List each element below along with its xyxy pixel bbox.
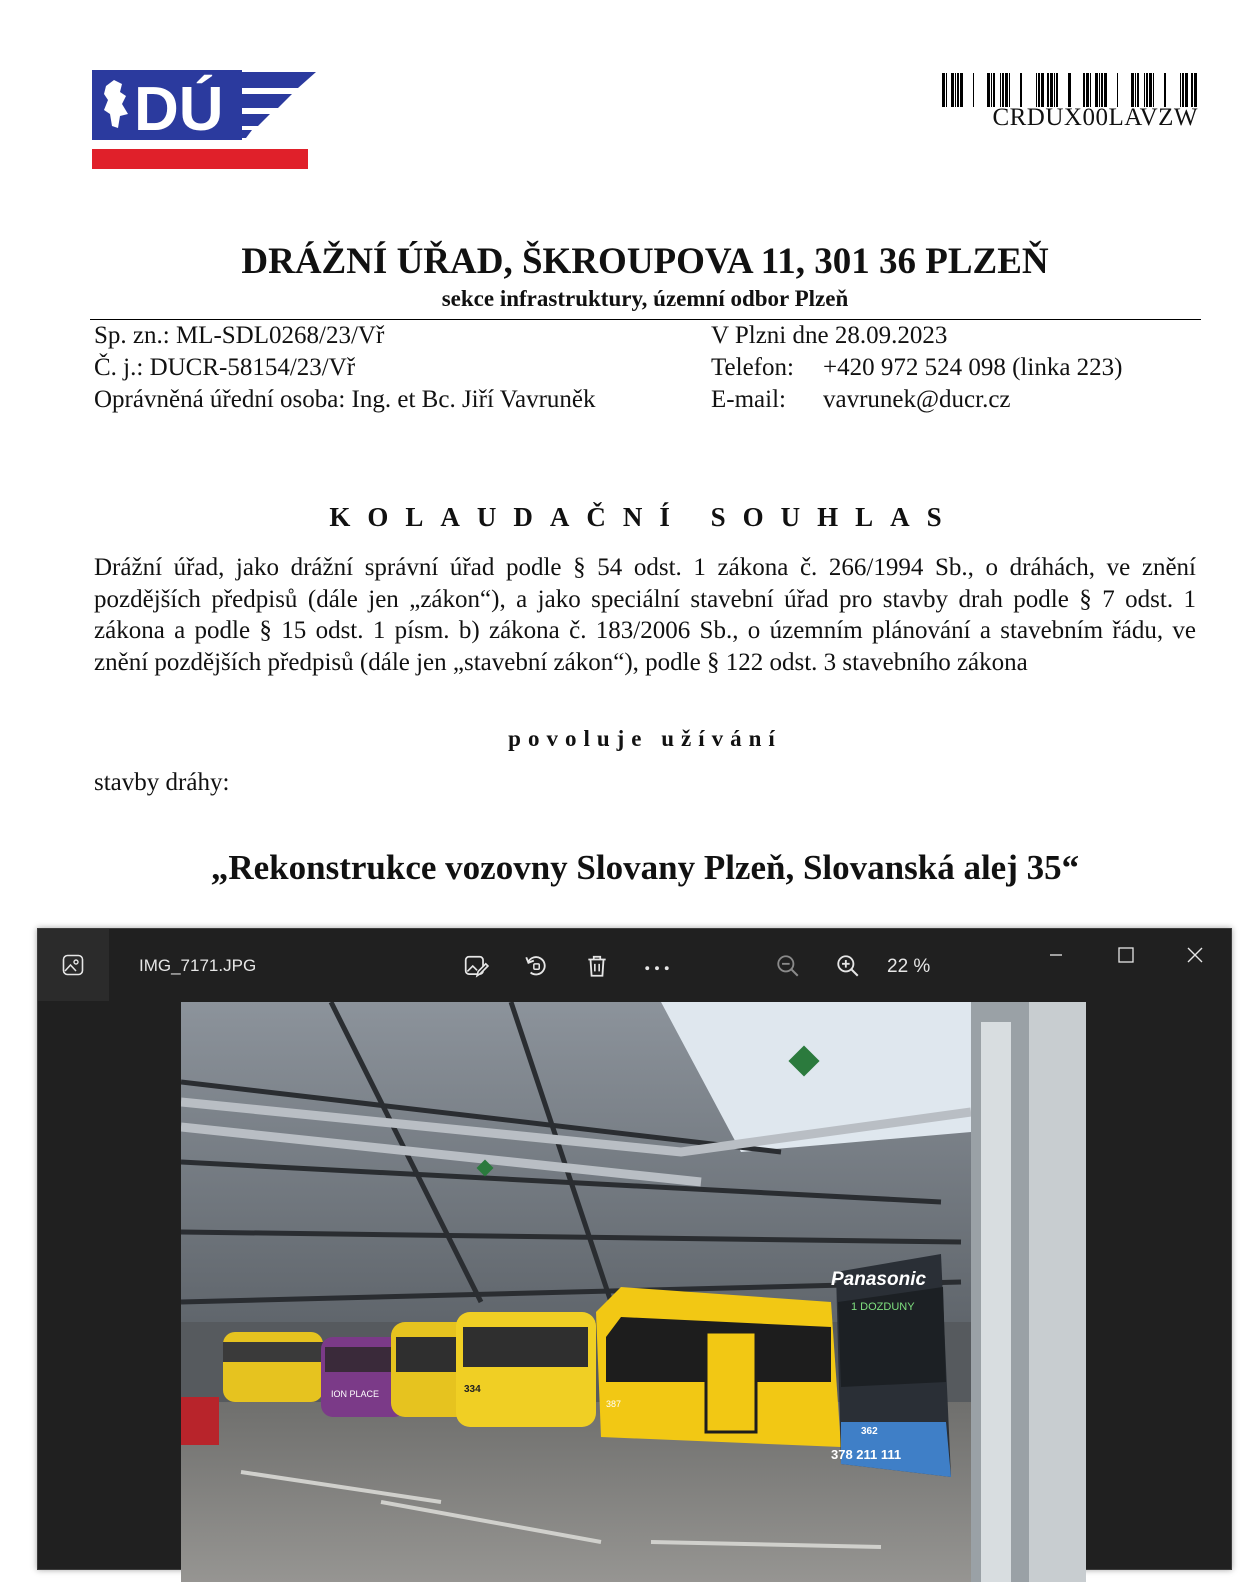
logo-text: DÚ <box>134 75 224 144</box>
tram-number-334: 334 <box>464 1384 481 1395</box>
email-value[interactable]: vavrunek@ducr.cz <box>823 386 1011 413</box>
barcode-bar <box>1137 73 1139 107</box>
app-icon-area[interactable] <box>38 929 109 1001</box>
office-title: DRÁŽNÍ ÚŘAD, ŠKROUPOVA 11, 301 36 PLZEŇ <box>241 241 1049 282</box>
barcode-bar <box>1038 73 1040 107</box>
barcode-bar <box>1005 73 1008 107</box>
tram-window <box>223 1342 323 1362</box>
barcode-bar <box>987 73 990 107</box>
barcode-bar <box>973 73 974 107</box>
barcode-bar <box>960 73 963 107</box>
barcode-bar <box>1135 73 1136 107</box>
ducr-logo <box>92 70 318 170</box>
barcode-bar <box>942 73 945 107</box>
phone-row <box>711 352 1123 384</box>
object-intro: stavby dráhy: <box>94 769 230 796</box>
door-glass <box>1029 1002 1086 1582</box>
barcode-bar <box>1036 73 1037 107</box>
document-heading: KOLAUDAČNÍ SOUHLAS <box>329 502 959 532</box>
maximize-icon[interactable] <box>1105 945 1145 985</box>
photos-app-icon <box>61 953 85 977</box>
tram-window <box>325 1347 400 1372</box>
barcode-bar <box>1101 73 1103 107</box>
contact-block <box>711 320 1123 416</box>
email-row <box>711 384 1123 416</box>
barcode-bar <box>1056 73 1058 107</box>
door-glass <box>981 1022 1011 1582</box>
barcode-bar <box>1090 73 1091 107</box>
tram-destination-1: 1 DOZDUNY <box>851 1301 915 1313</box>
file-reference: Sp. zn.: ML-SDL0268/23/Vř <box>94 322 385 349</box>
barcode-bar <box>1194 73 1197 107</box>
barcode-bar <box>1041 73 1044 107</box>
barcode-bar <box>1000 73 1001 107</box>
barcode-bar <box>1009 73 1010 107</box>
decision-verb: povoluje užívání <box>508 726 782 751</box>
phone-value: +420 972 524 098 (linka 223) <box>823 354 1123 381</box>
barcode-bar <box>1095 73 1098 107</box>
reference-block <box>94 320 596 416</box>
barcode-bar <box>955 73 956 107</box>
barcode-bar <box>946 73 947 107</box>
close-icon[interactable] <box>1174 945 1214 985</box>
red-barrier <box>181 1397 219 1445</box>
document-number: Č. j.: DUCR-58154/23/Vř <box>94 354 356 381</box>
barcode-bar <box>1099 73 1100 107</box>
panasonic-sign: Panasonic <box>831 1269 927 1290</box>
barcode-bar <box>1117 73 1118 107</box>
barcode-bar <box>957 73 959 107</box>
barcode-bar <box>1047 73 1049 107</box>
project-title: „Rekonstrukce vozovny Slovany Plzeň, Slovanská alej 35“ <box>210 848 1080 887</box>
office-subtitle: sekce infrastruktury, územní odbor Plzeň <box>441 286 849 311</box>
more-icon[interactable] <box>644 953 670 979</box>
zoom-in-icon[interactable] <box>835 953 861 979</box>
barcode-bar <box>1104 73 1107 107</box>
legal-paragraph: Drážní úřad, jako drážní správní úřad podle § 54 odst. 1 zákona č. 266/1994 Sb., o dráhách, ve znění pozdějších předpisů (dále jen „zákon“), a jako speciální stavební úřad pro stavby drah podle § 7 odst. 1 zákona a podle § 15 odst. 1 písm. b) zákona č. 183/2006 Sb., o územním plánování a stavebním řádu, ve znění pozdějších předpisů (dále jen „stavební zákon“), podle § 122 odst. 3 stavebního zákona <box>94 554 1196 676</box>
zoom-out-icon[interactable] <box>775 953 801 979</box>
barcode-bar <box>991 73 992 107</box>
barcode-code: CRDUX00LAVZW <box>992 104 1198 131</box>
barcode-bar <box>1180 73 1181 107</box>
barcode-bar <box>1068 73 1071 107</box>
zoom-level: 22 % <box>887 956 931 977</box>
tram-destination-2: 2 VOZOVNA <box>619 1309 677 1320</box>
minimize-icon[interactable] <box>1036 945 1076 985</box>
barcode-bar <box>993 73 995 107</box>
tram-number-387: 387 <box>606 1399 622 1409</box>
barcode-bar <box>1191 73 1193 107</box>
delete-icon[interactable] <box>584 953 610 979</box>
barcode-bar <box>1144 73 1145 107</box>
phone-label: Telefon: <box>711 354 794 381</box>
barcode-bar <box>1164 73 1166 107</box>
barcode-bar <box>951 73 954 107</box>
tram-ad-text: ION PLACE <box>331 1389 380 1399</box>
barcode-bar <box>1083 73 1085 107</box>
tram-window <box>463 1327 588 1367</box>
tram-door <box>706 1332 756 1432</box>
barcode-bar <box>1002 73 1004 107</box>
official-person: Oprávněná úřední osoba: Ing. et Bc. Jiří Vavruněk <box>94 386 596 413</box>
barcode-bar <box>1086 73 1089 107</box>
barcode-bar <box>1153 73 1154 107</box>
file-name: IMG_7171.JPG <box>139 956 257 975</box>
barcode-bar <box>1182 73 1184 107</box>
barcode <box>942 73 1198 107</box>
photo-viewer-window[interactable] <box>37 928 1232 1570</box>
barcode-bar <box>1131 73 1134 107</box>
barcode-bar <box>1020 73 1022 107</box>
barcode-bar <box>1149 73 1152 107</box>
barcode-bar <box>1146 73 1148 107</box>
barcode-bar <box>1054 73 1055 107</box>
tram-depot-photo <box>181 1002 1086 1582</box>
barcode-bar <box>1185 73 1188 107</box>
rotate-icon[interactable] <box>523 953 549 979</box>
issue-date: V Plzni dne 28.09.2023 <box>711 322 948 349</box>
barcode-bar <box>1050 73 1053 107</box>
email-label: E-mail: <box>711 386 786 413</box>
tram-number-362: 362 <box>861 1426 878 1437</box>
tram-phone: 378 211 111 <box>831 1447 902 1462</box>
edit-image-icon[interactable] <box>463 953 489 979</box>
